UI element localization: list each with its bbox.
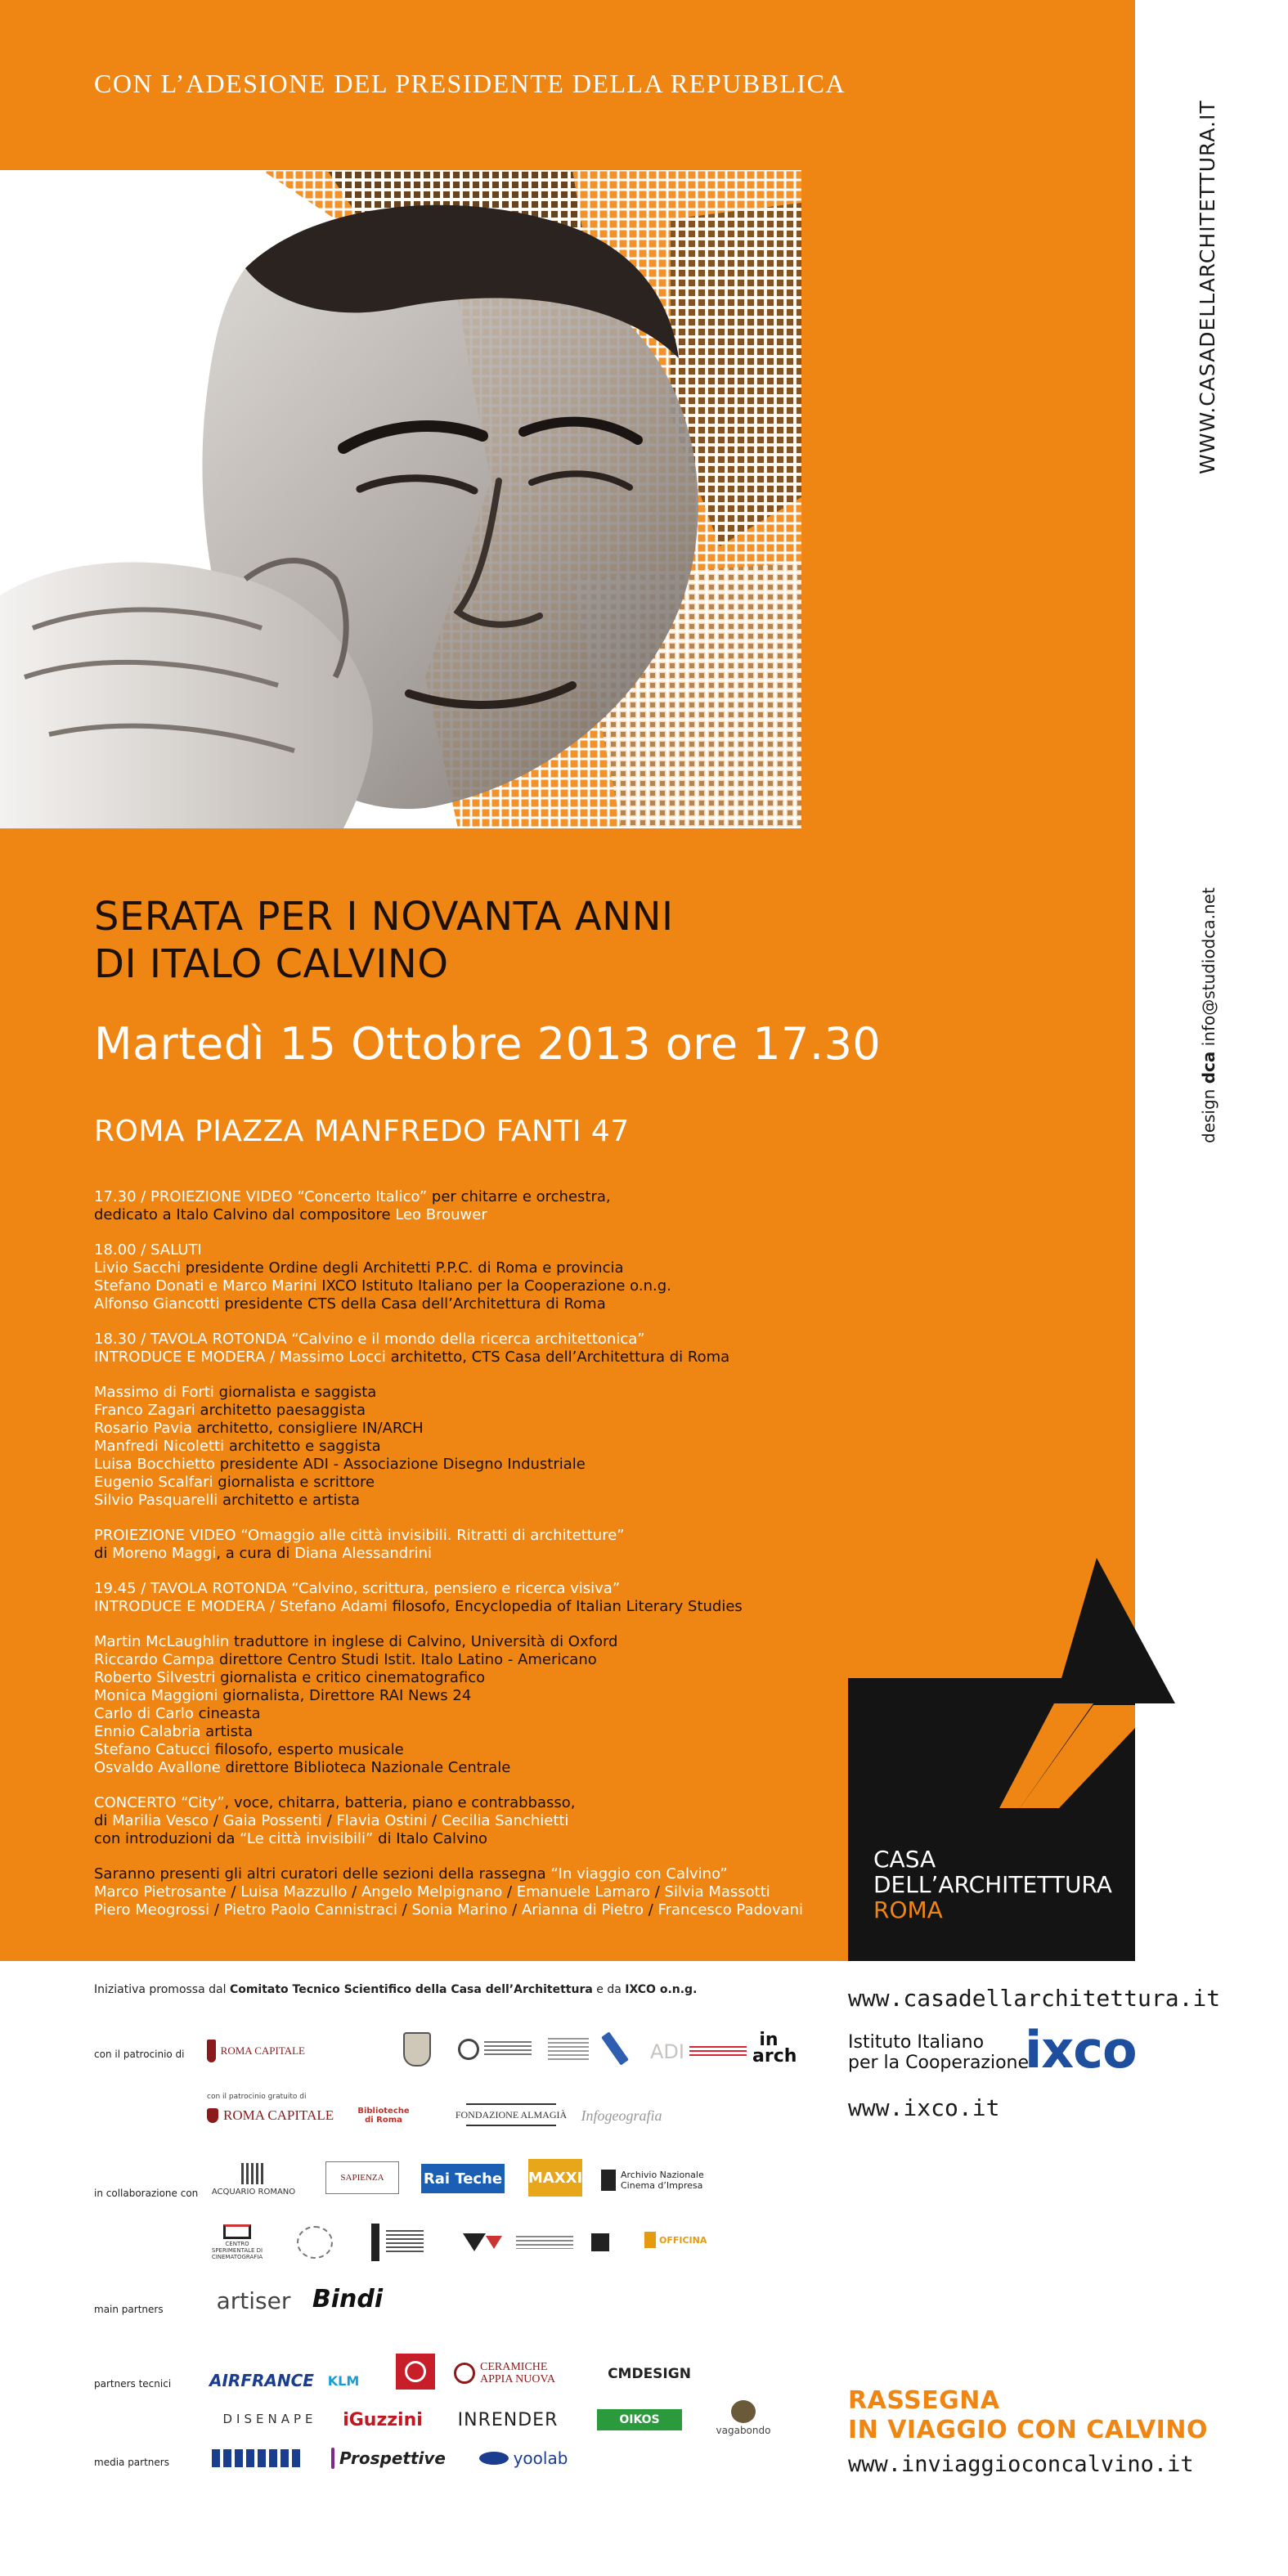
casa-line1: CASA <box>873 1846 936 1873</box>
panelist-name: Riccardo Campa <box>94 1651 215 1668</box>
panel-row <box>94 1456 806 1474</box>
program-desc: presidente CTS della Casa dell’Architettura di Roma <box>219 1295 606 1313</box>
rassegna-line1: RASSEGNA <box>848 2386 1000 2415</box>
program-desc: presidente Ordine degli Architetti P.P.C. di Roma e provincia <box>181 1259 624 1277</box>
vertical-website-url[interactable]: WWW.CASADELLARCHITETTURA.IT <box>1196 100 1219 474</box>
program-sep: / <box>136 1188 151 1205</box>
panel-row <box>94 1492 806 1510</box>
event-place: ROMA PIAZZA MANFREDO FANTI 47 <box>94 1115 630 1148</box>
event-title-line1: SERATA PER I NOVANTA ANNI <box>94 894 674 940</box>
media-logo-blue <box>209 2445 307 2471</box>
patrocinio-gratuito-text: con il patrocinio gratuito di <box>207 2093 307 2101</box>
ceramiche-text: CERAMICHE APPIA NUOVA <box>480 2361 555 2385</box>
ixco-line1: Istituto Italiano <box>848 2032 985 2053</box>
panelist-name: Massimo di Forti <box>94 1384 214 1401</box>
ceramiche-icon <box>454 2363 475 2384</box>
program-name: Livio Sacchi <box>94 1259 182 1277</box>
site-ixco-link[interactable]: www.ixco.it <box>848 2094 1000 2121</box>
program-heading: PROIEZIONE VIDEO “Concerto Italico” <box>150 1188 428 1205</box>
rai-teche-logo <box>421 2164 505 2193</box>
vagabondo-text: vagabondo <box>716 2425 771 2436</box>
bindi-text: Bindi <box>312 2284 384 2313</box>
curator-name: Silvia Massotti <box>664 1883 770 1901</box>
klm-text: KLM <box>327 2372 360 2389</box>
patrocinio-gratuito-note <box>207 2091 370 2103</box>
officina-logo <box>644 2226 710 2254</box>
program-moderator-label: INTRODUCE E MODERA <box>94 1598 266 1615</box>
panel-row <box>94 1402 806 1420</box>
yoolab-text: yoolab <box>513 2448 568 2468</box>
name-sep: / <box>209 1901 224 1919</box>
prospettive-text: Prospettive <box>339 2448 446 2468</box>
design-prefix: design <box>1199 1088 1218 1143</box>
program-block-tavola1 <box>94 1331 806 1367</box>
program-block-video <box>94 1188 806 1224</box>
panelist-desc: traduttore in inglese di Calvino, Università di Oxford <box>229 1633 618 1650</box>
panel-row <box>94 1420 806 1438</box>
program-heading: CONCERTO “City” <box>94 1794 225 1811</box>
disenape-logo <box>209 2408 331 2430</box>
casa-architettura-logo-text <box>873 1847 1112 1923</box>
inrender-text: INRENDER <box>457 2409 559 2430</box>
site-casa-link[interactable]: www.casadellarchitettura.it <box>848 1985 1221 2012</box>
site-inviaggio-link[interactable]: www.inviaggioconcalvino.it <box>848 2452 1194 2477</box>
roma-capitale-crest-icon <box>207 2108 218 2123</box>
iguzzini-text: iGuzzini <box>343 2409 423 2430</box>
archivio-text: Archivio Nazionale Cinema d’Impresa <box>621 2170 704 2191</box>
yoolab-logo <box>466 2444 581 2473</box>
program-desc: con introduzioni da <box>94 1830 240 1847</box>
vagabondo-logo <box>707 2398 780 2439</box>
adi-logo <box>650 2040 756 2064</box>
panelist-name: Stefano Catucci <box>94 1741 210 1758</box>
airfrance-text: AIRFRANCE <box>209 2371 314 2390</box>
name-sep: / <box>507 1901 522 1919</box>
curator-name: Luisa Mazzullo <box>240 1883 348 1901</box>
csc-icon <box>223 2224 251 2239</box>
oikos-text: OIKOS <box>619 2413 660 2426</box>
curator-name: Piero Meogrossi <box>94 1901 210 1919</box>
comune-crest-icon <box>401 2031 433 2067</box>
centro-logo <box>512 2230 577 2255</box>
event-date: Martedì 15 Ottobre 2013 ore 17.30 <box>94 1018 882 1070</box>
panelist-name: Carlo di Carlo <box>94 1705 194 1722</box>
infogeografia-text: Infogeografia <box>581 2107 662 2124</box>
program-sep: / <box>136 1331 151 1348</box>
program-block-tavola2 <box>94 1580 806 1616</box>
pen-brush-icon <box>595 2031 635 2067</box>
panelist-name: Ennio Calabria <box>94 1723 201 1740</box>
program-name: Stefano Adami <box>279 1598 388 1615</box>
panelist-desc: presidente ADI - Associazione Disegno Industriale <box>215 1456 586 1473</box>
triangle-logo <box>458 2226 507 2259</box>
airfrance-logo <box>209 2368 315 2393</box>
acquario-text: ACQUARIO ROMANO <box>211 2187 296 2197</box>
program-block-saluti <box>94 1241 806 1313</box>
program-sep: / <box>136 1241 151 1259</box>
label-patrocinio: con il patrocinio di <box>94 2049 185 2060</box>
panelist-desc: architetto e saggista <box>224 1438 381 1455</box>
program-name: “Le città invisibili” <box>240 1830 374 1847</box>
program-time: 18.00 <box>94 1241 137 1259</box>
name-sep: / <box>427 1812 442 1829</box>
program-desc: filosofo, Encyclopedia of Italian Literary Studies <box>387 1598 743 1615</box>
bindi-logo <box>312 2282 384 2316</box>
name-sep: / <box>650 1883 665 1901</box>
panelist-name: Martin McLaughlin <box>94 1633 230 1650</box>
panelist-desc: giornalista e scrittore <box>213 1474 375 1491</box>
program-name: “In viaggio con Calvino” <box>550 1865 728 1883</box>
archivio-film-icon <box>601 2170 616 2191</box>
panelist-name: Monica Maggioni <box>94 1687 218 1704</box>
name-sep: / <box>226 1883 241 1901</box>
biblioteca-logo <box>544 2035 593 2064</box>
panelist-desc: architetto, consigliere IN/ARCH <box>192 1420 424 1437</box>
program-desc: , a cura di <box>216 1545 295 1562</box>
panel-row <box>94 1633 806 1651</box>
inarch-text: in arch <box>752 2030 797 2067</box>
fondazione-text: FONDAZIONE ALMAGIÀ <box>455 2108 568 2120</box>
musician-name: Cecilia Sanchietti <box>441 1812 569 1829</box>
prospettive-icon <box>331 2448 334 2469</box>
ordine-architetti-logo <box>458 2035 532 2064</box>
panelist-name: Osvaldo Avallone <box>94 1759 221 1776</box>
sapienza-text: SAPIENZA <box>340 2173 384 2183</box>
ixco-line2: per la Cooperazione <box>848 2053 1030 2073</box>
panel-row <box>94 1474 806 1492</box>
label-main-partners: main partners <box>94 2304 164 2315</box>
casa-line3: ROMA <box>873 1896 943 1923</box>
program-desc: Saranno presenti gli altri curatori delle sezioni della rassegna <box>94 1865 551 1883</box>
curator-name: Marco Pietrosante <box>94 1883 227 1901</box>
program-sep: / <box>136 1580 151 1597</box>
program-sep: / <box>265 1598 280 1615</box>
panelist-desc: giornalista e saggista <box>213 1384 377 1401</box>
adi-text: ADI <box>650 2040 684 2063</box>
centro-sperimentale-logo <box>209 2224 266 2260</box>
panel-row <box>94 1651 806 1669</box>
program-desc: architetto, CTS Casa dell’Architettura di Roma <box>385 1349 730 1366</box>
oikos-logo <box>597 2409 682 2430</box>
sapienza-logo <box>325 2161 399 2194</box>
panel-row <box>94 1705 806 1723</box>
roma-capitale-text: ROMA CAPITALE <box>220 2044 305 2057</box>
rassegna-title <box>848 2386 1208 2445</box>
panelist-name: Luisa Bocchietto <box>94 1456 216 1473</box>
curator-name: Sonia Marino <box>411 1901 508 1919</box>
program-time: 17.30 <box>94 1188 137 1205</box>
program-name: Alfonso Giancotti <box>94 1295 220 1313</box>
vagabondo-icon <box>731 2400 756 2423</box>
panelist-desc: giornalista e critico cinematografico <box>215 1669 486 1686</box>
panelist-name: Rosario Pavia <box>94 1420 193 1437</box>
curator-name: Emanuele Lamaro <box>516 1883 650 1901</box>
roma-capitale-logo <box>207 2035 305 2067</box>
biblioteche-text: Biblioteche di Roma <box>357 2107 410 2125</box>
program-block-curatori <box>94 1865 806 1919</box>
label-collaborazione: in collaborazione con <box>94 2188 199 2199</box>
program-desc: di <box>94 1545 113 1562</box>
disenape-text: DISENAPE <box>222 2412 317 2426</box>
panel-list-1 <box>94 1384 806 1510</box>
program-time: 18.30 <box>94 1331 137 1348</box>
panelist-desc: artista <box>200 1723 254 1740</box>
panelist-name: Roberto Silvestri <box>94 1669 216 1686</box>
program-desc: , voce, chitarra, batteria, piano e contrabbasso, <box>224 1794 576 1811</box>
musician-name: Flavia Ostini <box>336 1812 428 1829</box>
csc-text: CENTRO SPERIMENTALE DI CINEMATOGRAFIA <box>211 2241 263 2260</box>
musician-name: Gaia Possenti <box>222 1812 322 1829</box>
ixco-text <box>848 2032 1029 2073</box>
ceramiche-appia-logo <box>454 2357 577 2390</box>
program-desc: di <box>94 1812 113 1829</box>
event-title-line2: DI ITALO CALVINO <box>94 941 449 987</box>
rai-teche-text: Rai Teche <box>423 2170 503 2188</box>
ixco-logo <box>1025 2020 1137 2080</box>
piccolo-logo <box>584 2226 617 2259</box>
calvino-portrait <box>0 170 801 828</box>
casa-line2: DELL’ARCHITETTURA <box>873 1871 1112 1898</box>
program-heading: TAVOLA ROTONDA “Calvino e il mondo della ricerca architettonica” <box>150 1331 645 1348</box>
musician-name: Marilia Vesco <box>112 1812 209 1829</box>
program-name: Moreno Maggi <box>112 1545 217 1562</box>
program-desc: IXCO Istituto Italiano per la Cooperazione o.n.g. <box>316 1277 671 1295</box>
program-block-video2 <box>94 1527 806 1563</box>
yoolab-icon <box>479 2452 509 2465</box>
panelist-desc: architetto paesaggista <box>195 1402 366 1419</box>
adi-tagline-icon <box>689 2046 747 2058</box>
program-sep: / <box>265 1349 280 1366</box>
klm-logo <box>323 2368 364 2393</box>
name-sep: / <box>321 1812 337 1829</box>
name-sep: / <box>347 1883 361 1901</box>
panelist-desc: giornalista, Direttore RAI News 24 <box>218 1687 472 1704</box>
officina-text: OFFICINA <box>659 2234 707 2246</box>
curator-name: Angelo Melpignano <box>361 1883 503 1901</box>
event-title <box>94 893 674 988</box>
cmdesign-logo <box>592 2362 707 2386</box>
panelist-desc: cineasta <box>193 1705 261 1722</box>
infogeografia-logo <box>572 2105 671 2126</box>
panelist-desc: direttore Biblioteca Nazionale Centrale <box>220 1759 511 1776</box>
iniziativa-bold: IXCO o.n.g. <box>625 1983 698 1996</box>
panelist-desc: direttore Centro Studi Istit. Italo Latino - Americano <box>214 1651 597 1668</box>
program-heading: SALUTI <box>150 1241 202 1259</box>
program-name: Leo Brouwer <box>395 1206 487 1223</box>
program <box>94 1188 806 1919</box>
curator-name: Francesco Padovani <box>657 1901 804 1919</box>
program-name: Stefano Donati e Marco Marini <box>94 1277 317 1295</box>
artiser-text: artiser <box>216 2287 291 2314</box>
art-red-logo <box>396 2354 435 2390</box>
maxxi-logo <box>528 2159 582 2197</box>
roma-capitale-crest-icon <box>207 2040 216 2062</box>
name-sep: / <box>502 1883 517 1901</box>
name-sep: / <box>644 1901 658 1919</box>
program-name: Massimo Locci <box>279 1349 386 1366</box>
panelist-name: Manfredi Nicoletti <box>94 1438 225 1455</box>
panelist-name: Franco Zagari <box>94 1402 195 1419</box>
iguzzini-logo <box>342 2408 424 2432</box>
panel-row <box>94 1669 806 1687</box>
panel-row <box>94 1723 806 1741</box>
panel-row <box>94 1384 806 1402</box>
cmdesign-text: CMDESIGN <box>608 2366 691 2382</box>
panel-row <box>94 1438 806 1456</box>
sketch-logo <box>294 2224 335 2260</box>
roma-capitale-logo-2 <box>207 2103 346 2128</box>
program-desc: di Italo Calvino <box>373 1830 488 1847</box>
panelist-desc: filosofo, esperto musicale <box>209 1741 404 1758</box>
panel-row <box>94 1741 806 1759</box>
inarch-logo <box>748 2028 797 2069</box>
panelist-name: Eugenio Scalfari <box>94 1474 213 1491</box>
label-media-partners: media partners <box>94 2457 169 2468</box>
acquario-romano-logo <box>213 2159 294 2200</box>
artiser-logo <box>209 2283 298 2318</box>
acquario-building-icon <box>241 2163 266 2184</box>
roma-capitale-text-2: ROMA CAPITALE <box>223 2107 334 2123</box>
ixco-logo-text: ixco <box>1025 2020 1137 2080</box>
panel-row <box>94 1759 806 1777</box>
maxxi-text: MAXXI <box>527 2169 583 2187</box>
archivio-cinema-impresa-logo <box>601 2164 707 2197</box>
program-block-concerto <box>94 1794 806 1848</box>
program-desc: per chitarre e orchestra, <box>427 1188 611 1205</box>
vertical-design-credit <box>1199 887 1218 1143</box>
rassegna-line2: IN VIAGGIO CON CALVINO <box>848 2416 1208 2444</box>
design-studio: dca <box>1199 1051 1218 1084</box>
program-desc: dedicato a Italo Calvino dal compositore <box>94 1206 396 1223</box>
panelist-name: Silvio Pasquarelli <box>94 1492 218 1509</box>
design-email[interactable]: info@studiodca.net <box>1199 887 1218 1047</box>
officina-icon <box>644 2232 656 2248</box>
name-sep: / <box>397 1901 412 1919</box>
iniziativa-part: e da <box>592 1983 626 1996</box>
program-time: 19.45 <box>94 1580 137 1597</box>
iniziativa-part: Iniziativa promossa dal <box>94 1983 230 1996</box>
curator-name: Arianna di Pietro <box>521 1901 644 1919</box>
panel-row <box>94 1687 806 1705</box>
fondazione-almagia-logo <box>455 2103 568 2126</box>
panel-list-2 <box>94 1633 806 1777</box>
inrender-logo <box>438 2408 577 2432</box>
program-heading: TAVOLA ROTONDA “Calvino, scrittura, pensiero e ricerca visiva” <box>150 1580 621 1597</box>
silhouette-logo <box>365 2222 430 2263</box>
panelist-desc: architetto e artista <box>218 1492 361 1509</box>
program-moderator-label: INTRODUCE E MODERA <box>94 1349 266 1366</box>
biblioteche-roma-logo <box>357 2102 410 2129</box>
program-heading: PROIEZIONE VIDEO “Omaggio alle città invisibili. Ritratti di architetture” <box>94 1527 625 1544</box>
name-sep: / <box>209 1812 223 1829</box>
iniziativa-bold: Comitato Tecnico Scientifico della Casa dell’Architettura <box>229 1983 593 1996</box>
program-name: Diana Alessandrini <box>294 1545 433 1562</box>
adesione-heading: CON L’ADESIONE DEL PRESIDENTE DELLA REPUBBLICA <box>94 69 846 98</box>
prospettive-logo <box>331 2442 446 2475</box>
iniziativa-text <box>94 1983 697 1996</box>
label-partners-tecnici: partners tecnici <box>94 2378 172 2390</box>
curator-name: Pietro Paolo Cannistraci <box>223 1901 397 1919</box>
